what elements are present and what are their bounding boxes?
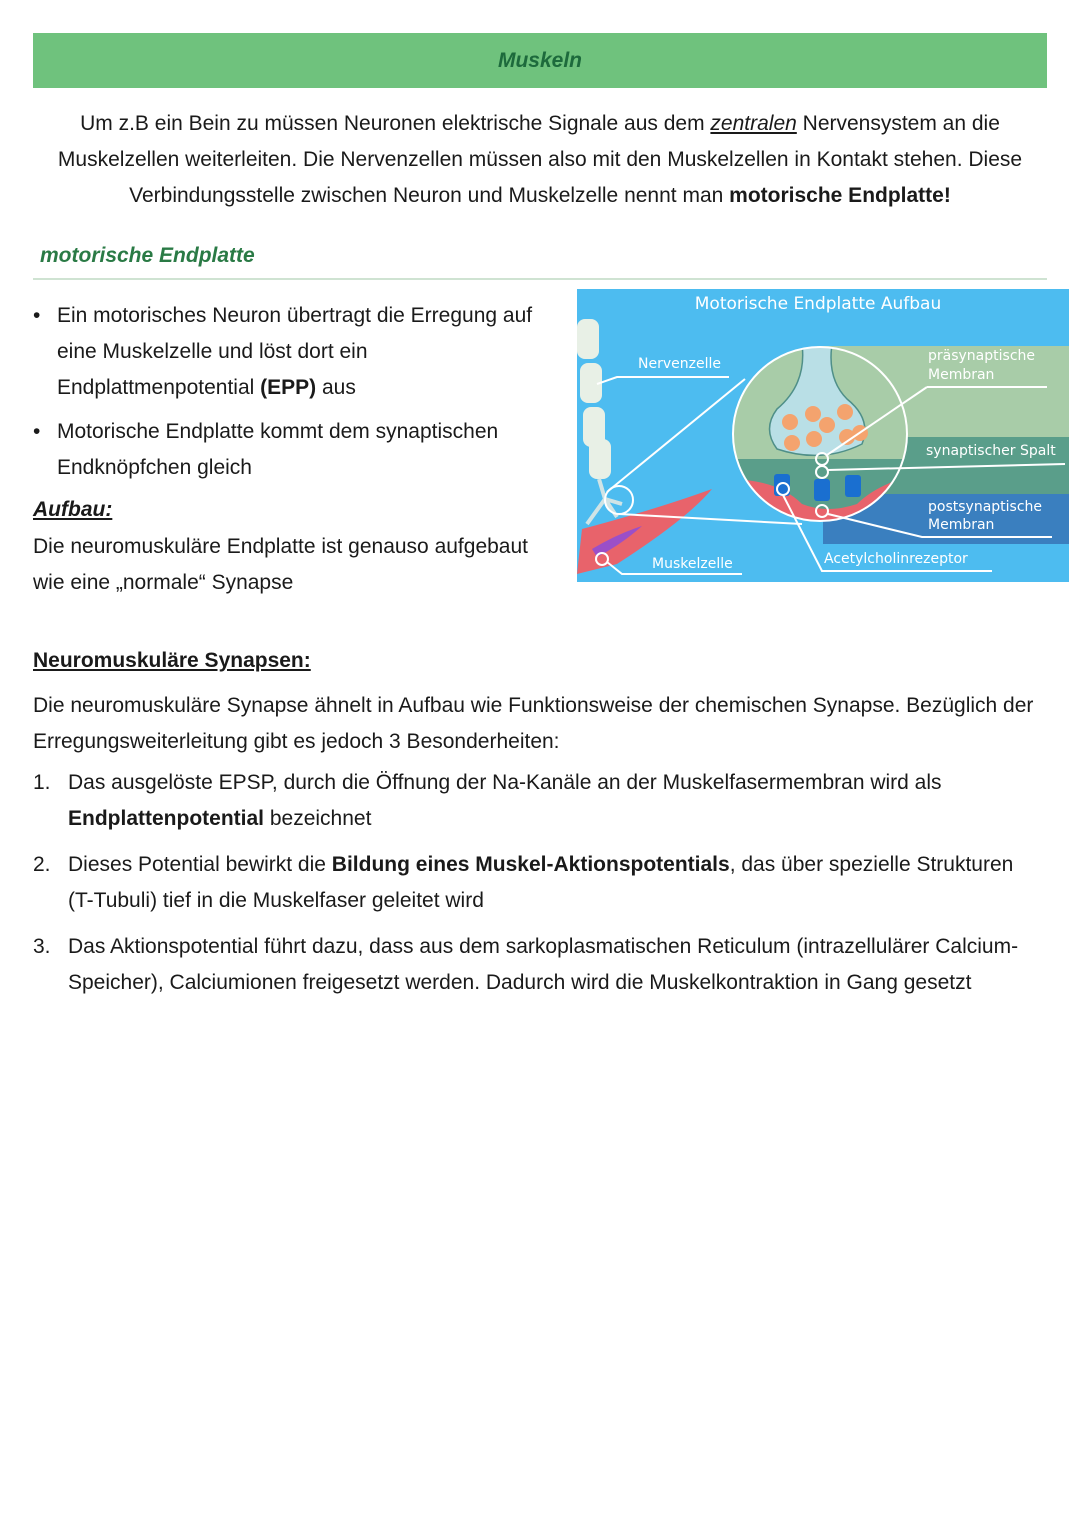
intro-bold: motorische Endplatte! — [729, 184, 951, 207]
endplate-diagram — [577, 289, 1069, 582]
list-item — [33, 929, 1043, 1001]
item-text: , das über spezielle Strukturen (T-Tubuli) tief in die Muskelfaser geleitet wird — [68, 853, 1014, 912]
neuromuscular-intro: Die neuromuskuläre Synapse ähnelt in Aufbau wie Funktionsweise der chemischen Synapse. Bezüglich der Erregungsweiterleitung gibt es jedoch 3 Besonderheiten: — [33, 694, 1034, 753]
title-banner — [33, 33, 1047, 88]
bullet-icon: • — [33, 420, 41, 443]
diagram-title: Motorische Endplatte Aufbau — [694, 294, 942, 314]
item-bold: Endplattenpotential — [68, 807, 264, 830]
item-text: Das Aktionspotential führt dazu, dass aus dem sarkoplasmatischen Reticulum (intrazellulärer Calcium-Speicher), Calciumionen freigesetzt werden. Dadurch wird die Muskelkontraktion in Gang gesetzt — [68, 935, 1019, 994]
bullet-bold: (EPP) — [260, 376, 317, 399]
list-item — [33, 765, 1043, 837]
list-item — [33, 847, 1043, 919]
item-number: 1. — [33, 771, 51, 794]
label-nervenzelle: Nervenzelle — [638, 356, 721, 372]
section-divider — [33, 278, 1047, 280]
numbered-list — [33, 765, 1043, 1011]
label-postsynaptisch: postsynaptische — [928, 499, 1043, 515]
label-rezeptor: Acetylcholinrezeptor — [824, 551, 968, 567]
aufbau-text: Die neuromuskuläre Endplatte ist genauso aufgebaut wie eine „normale“ Synapse — [33, 535, 528, 594]
intro-text-2: Nervensystem an die Muskelzellen weiterleiten. Die Nervenzellen müssen also mit den Muskelzellen in Kontakt stehen. Diese Verbindungsstelle zwischen Neuron und Muskelzelle nennt man — [57, 112, 1023, 207]
item-number: 2. — [33, 853, 51, 876]
aufbau-heading: Aufbau: — [33, 498, 113, 521]
bullet-text: Motorische Endplatte kommt dem synaptischen Endknöpfchen gleich — [57, 420, 499, 479]
neuromuscular-heading: Neuromuskuläre Synapsen: — [33, 649, 311, 672]
label-praesynaptisch-membran: Membran — [928, 367, 995, 383]
intro-text-1: Um z.B ein Bein zu müssen Neuronen elektrische Signale aus dem — [80, 112, 711, 135]
item-bold: Bildung eines Muskel-Aktionspotentials — [331, 853, 730, 876]
bullet-icon: • — [33, 304, 41, 327]
label-postsynaptisch-membran: Membran — [928, 517, 995, 533]
section-heading: motorische Endplatte — [40, 244, 255, 267]
bullet-text: aus — [316, 376, 356, 399]
list-item — [33, 414, 563, 486]
intro-emphasis: zentralen — [710, 112, 797, 135]
label-muskelzelle: Muskelzelle — [652, 556, 733, 572]
label-praesynaptisch: präsynaptische — [928, 348, 1035, 364]
bullet-list — [33, 298, 563, 494]
item-text: bezeichnet — [264, 807, 372, 830]
item-text: Dieses Potential bewirkt die — [68, 853, 332, 876]
intro-paragraph — [33, 106, 1047, 214]
list-item — [33, 298, 563, 406]
label-spalt: synaptischer Spalt — [926, 443, 1056, 459]
page-title: Muskeln — [497, 48, 583, 72]
item-number: 3. — [33, 935, 51, 958]
item-text: Das ausgelöste EPSP, durch die Öffnung der Na-Kanäle an der Muskelfasermembran wird als — [68, 771, 942, 794]
bullet-text: Ein motorisches Neuron übertragt die Erregung auf eine Muskelzelle und löst dort ein Endplattmenpotential — [57, 304, 533, 399]
